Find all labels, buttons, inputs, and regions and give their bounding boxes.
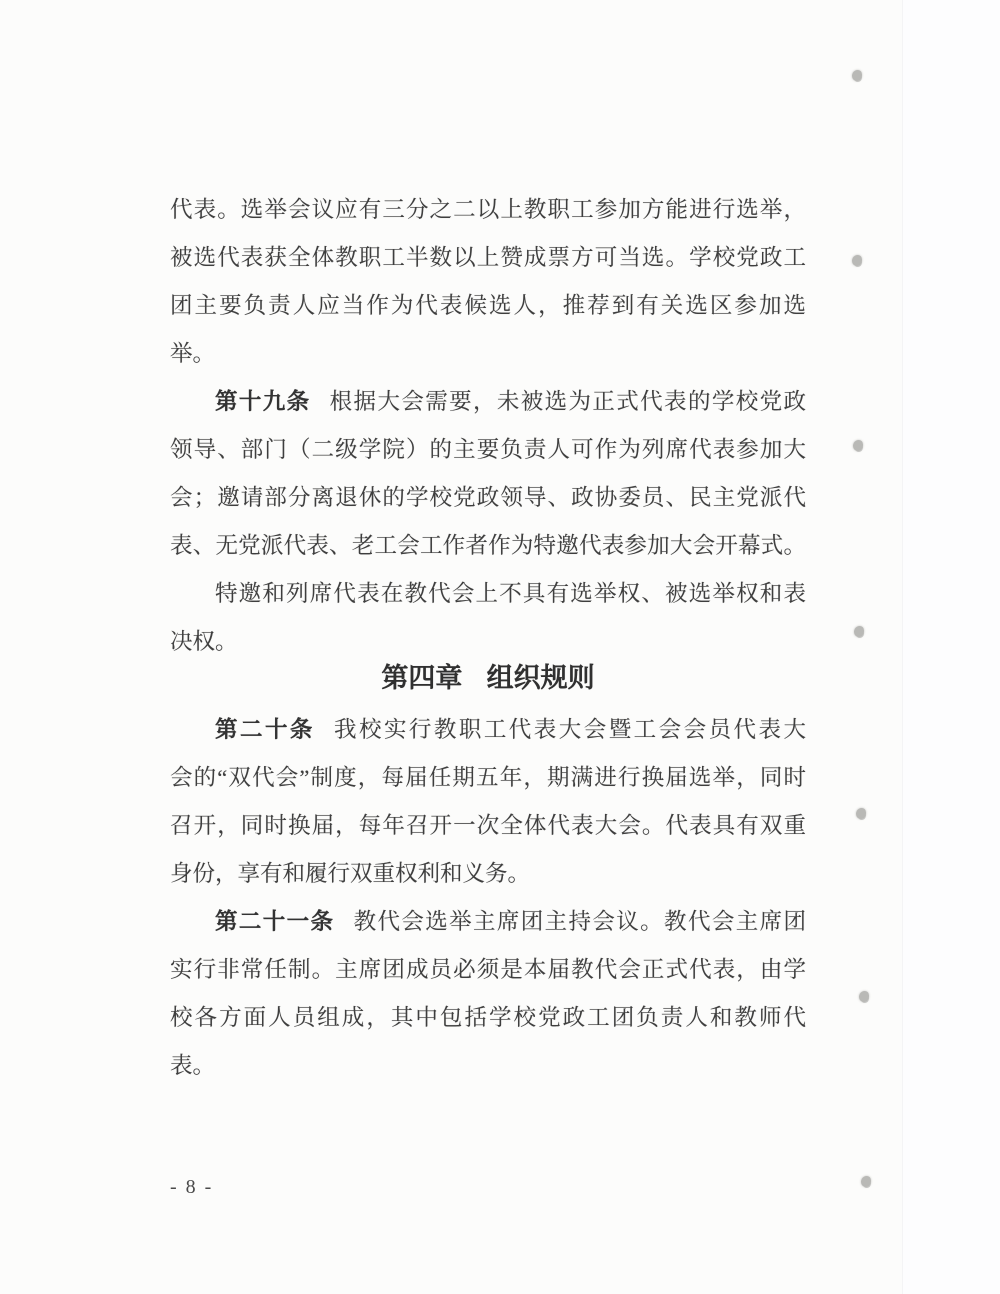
text-line: 代表。选举会议应有三分之二以上教职工参加方能进行选举，: [170, 197, 806, 222]
text-run: 教代会选举主席团主持会议。教代会主席团: [353, 909, 806, 934]
page-number: - 8 -: [170, 1176, 214, 1198]
text-line: 表。: [170, 1053, 216, 1078]
text-line: [170, 378, 806, 426]
chapter-title: 组织规则: [486, 663, 595, 693]
paragraph-article-20: [170, 706, 806, 898]
text-run: 根据大会需要，未被选为正式代表的学校党政: [329, 389, 806, 414]
stain-mark: [854, 626, 864, 637]
text-line: 表、无党派代表、老工会工作者作为特邀代表参加大会开幕式。: [170, 533, 806, 558]
text-line: 校各方面人员组成，其中包括学校党政工团负责人和教师代: [170, 1005, 806, 1030]
text-line: 身份，享有和履行双重权利和义务。: [170, 861, 531, 886]
text-line: 会的“双代会”制度，每届任期五年，期满进行换届选举，同时: [170, 765, 806, 790]
text-run: 我校实行教职工代表大会暨工会会员代表大: [334, 717, 806, 742]
text-line: 举。: [170, 341, 216, 366]
text-line: [170, 898, 806, 946]
text-line: 会；邀请部分离退休的学校党政领导、政协委员、民主党派代: [170, 485, 806, 510]
scanned-paper-edge: [902, 0, 1000, 1294]
paragraph-continuation: [170, 186, 806, 378]
article-number: 第二十条: [215, 717, 315, 742]
article-number: 第二十一条: [215, 909, 335, 934]
chapter-number: 第四章: [381, 663, 463, 693]
text-line: 被选代表获全体教职工半数以上赞成票方可当选。学校党政工: [170, 245, 806, 270]
text-line: 决权。: [170, 629, 238, 654]
stain-mark: [852, 255, 862, 266]
stain-mark: [861, 1176, 871, 1187]
text-line: [170, 706, 806, 754]
text-line: 领导、部门（二级学院）的主要负责人可作为列席代表参加大: [170, 437, 806, 462]
text-line: 特邀和列席代表在教代会上不具有选举权、被选举权和表: [215, 581, 806, 606]
stain-mark: [853, 440, 863, 451]
stain-mark: [856, 808, 866, 819]
document-body: [170, 186, 806, 1090]
paragraph-rights-note: [170, 570, 806, 666]
paragraph-article-19: [170, 378, 806, 570]
paragraph-article-21: [170, 898, 806, 1090]
stain-mark: [859, 991, 869, 1002]
text-line: 团主要负责人应当作为代表候选人，推荐到有关选区参加选: [170, 293, 806, 318]
text-line: 实行非常任制。主席团成员必须是本届教代会正式代表，由学: [170, 957, 806, 982]
chapter-heading: [170, 654, 806, 702]
stain-mark: [852, 70, 862, 81]
text-line: 召开，同时换届，每年召开一次全体代表大会。代表具有双重: [170, 813, 806, 838]
article-number: 第十九条: [215, 389, 311, 414]
